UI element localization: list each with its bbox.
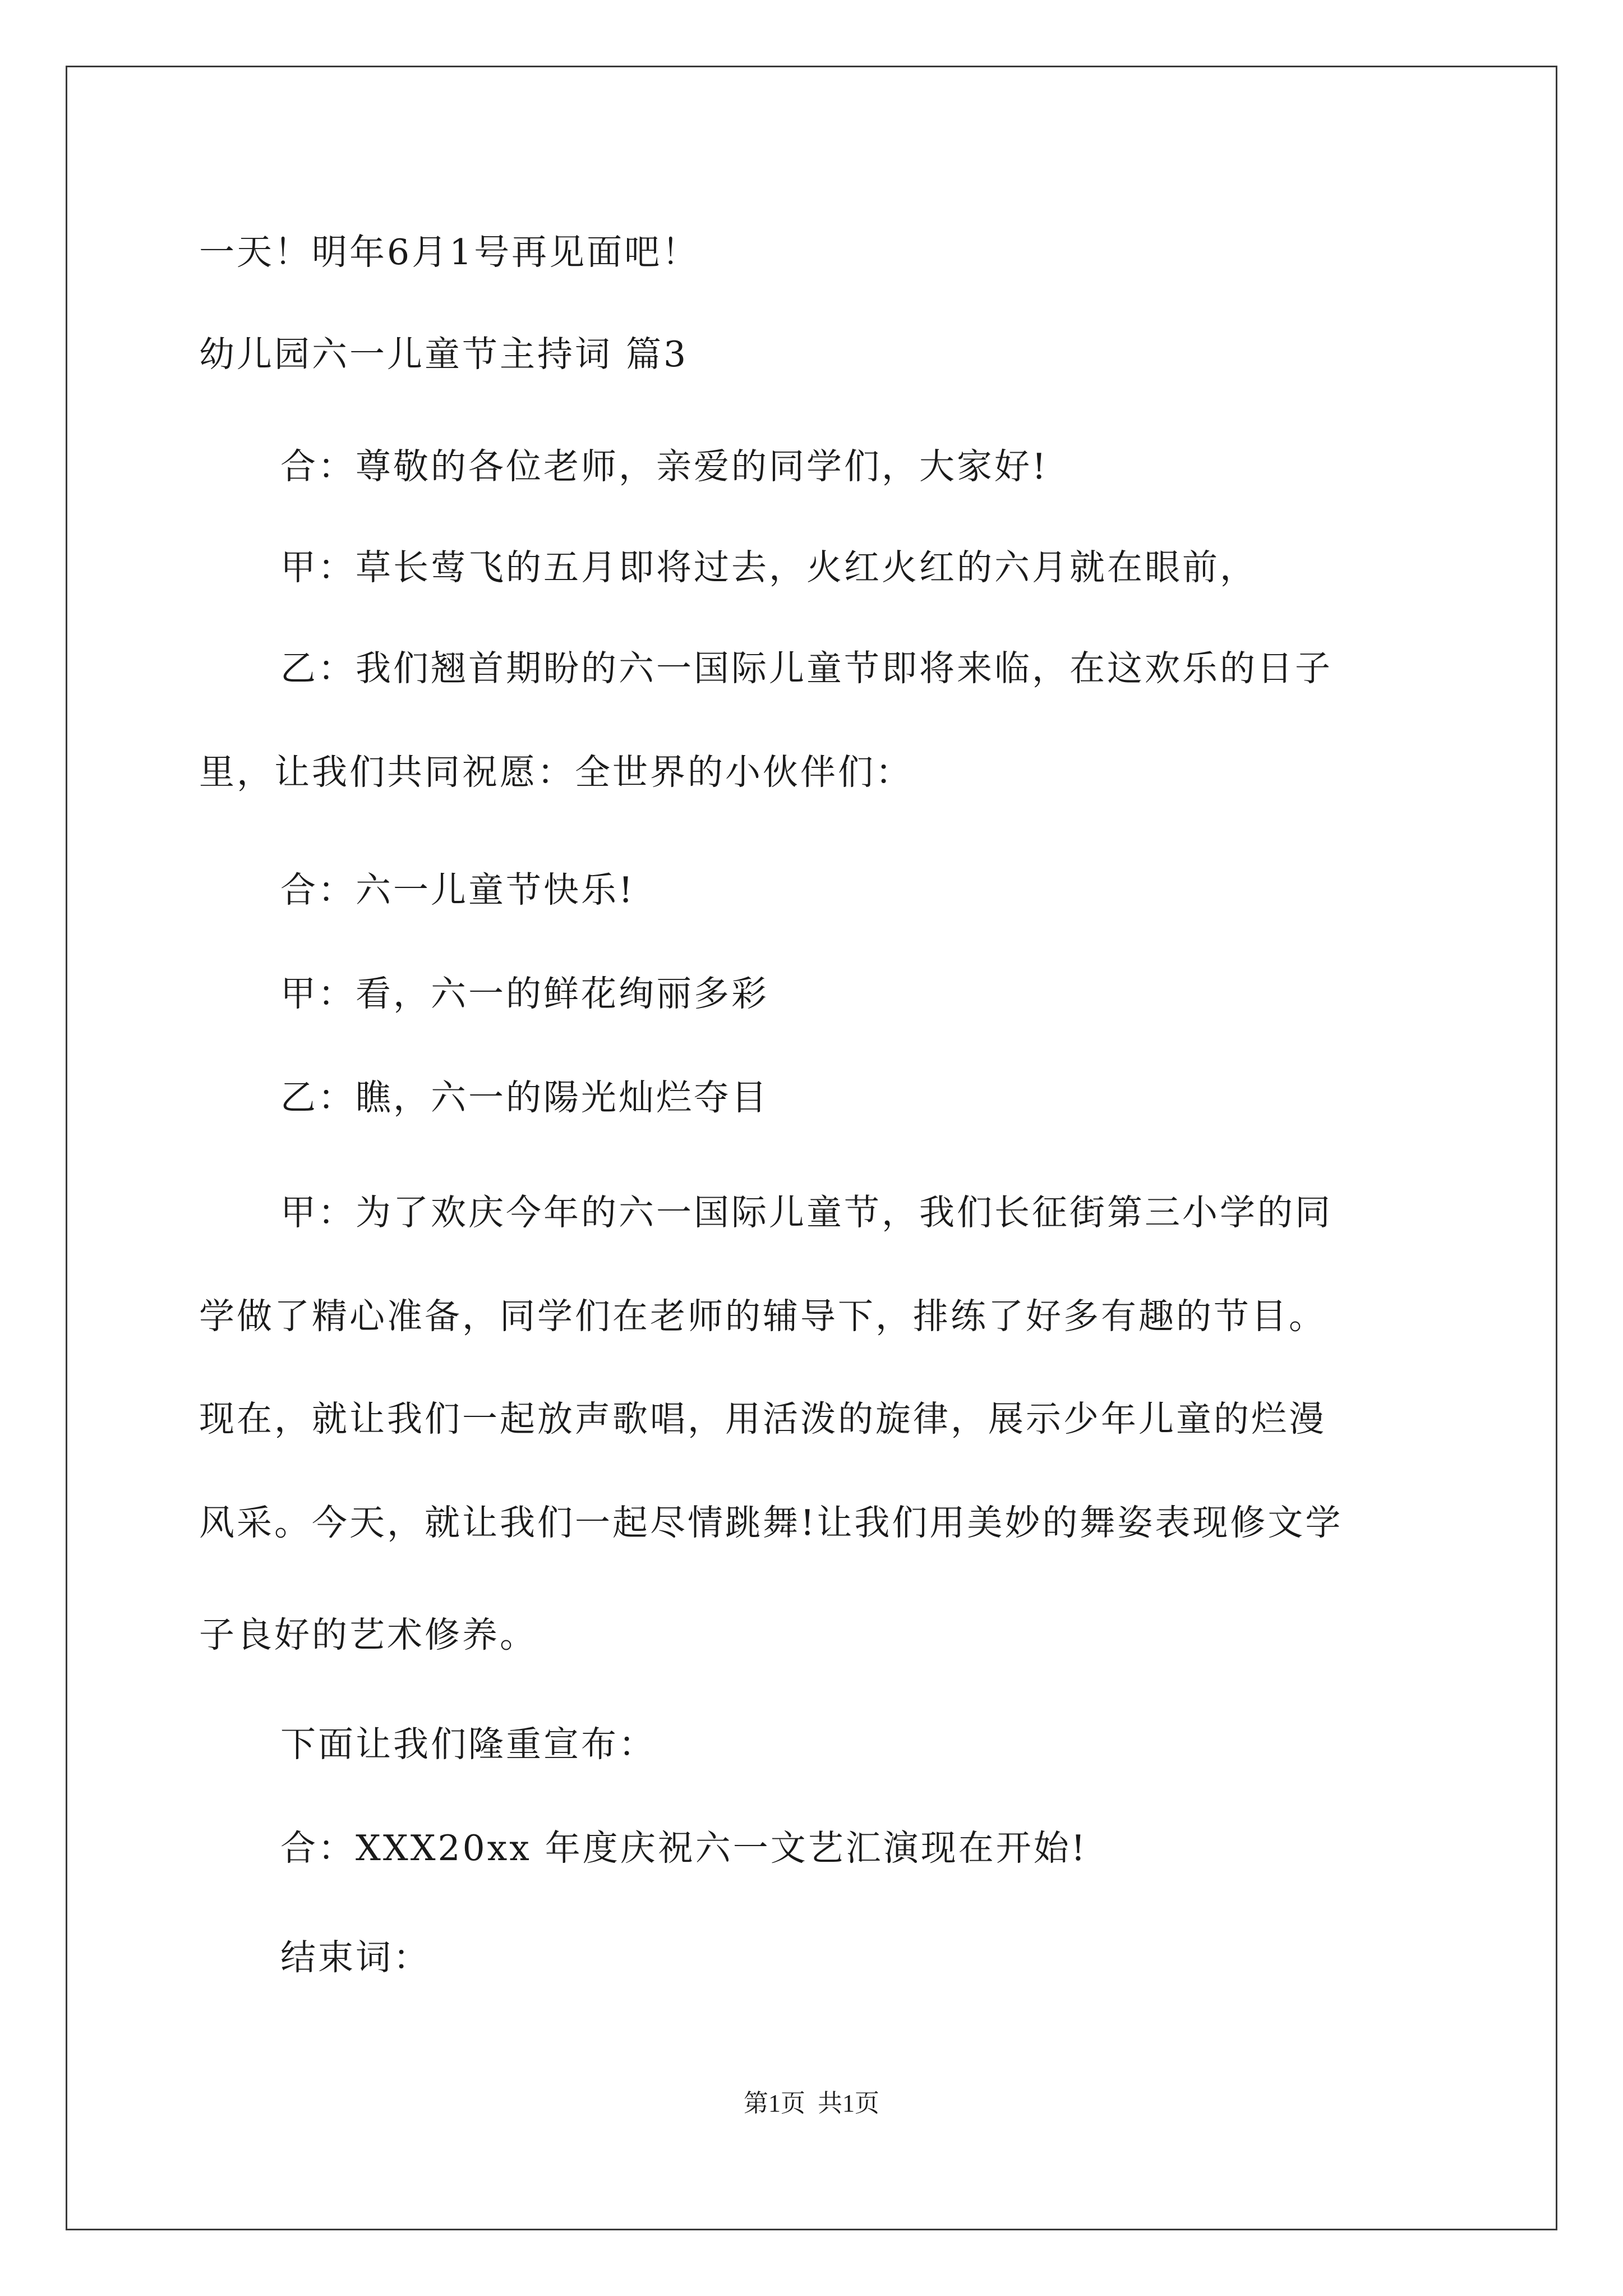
text-line: 甲：草长莺飞的五月即将过去，火红火红的六月就在眼前， bbox=[280, 547, 1257, 588]
text-line: 合：尊敬的各位老师，亲爱的同学们，大家好! bbox=[280, 446, 1049, 487]
text-line: 合：XXX20xx 年度庆祝六一文艺汇演现在开始! bbox=[280, 1828, 1088, 1869]
section-heading: 幼儿园六一儿童节主持词 篇3 bbox=[199, 334, 689, 375]
text-line: 现在，就让我们一起放声歌唱，用活泼的旋律，展示少年儿童的烂漫 bbox=[199, 1398, 1326, 1439]
text-line: 里，让我们共同祝愿：全世界的小伙伴们： bbox=[199, 752, 913, 793]
text-line: 风采。今天，就让我们一起尽情跳舞!让我们用美妙的舞姿表现修文学 bbox=[199, 1502, 1343, 1543]
text-line: 甲：看，六一的鲜花绚丽多彩 bbox=[280, 973, 769, 1014]
page-number-footer: 第1页 共1页 bbox=[744, 2090, 879, 2117]
text-line: 乙：我们翘首期盼的六一国际儿童节即将来临，在这欢乐的日子 bbox=[280, 648, 1332, 689]
text-line: 下面让我们隆重宣布： bbox=[280, 1724, 656, 1765]
page-border bbox=[66, 66, 1557, 2230]
text-line: 甲：为了欢庆今年的六一国际儿童节，我们长征街第三小学的同 bbox=[280, 1192, 1332, 1233]
text-line: 一天！明年6月1号再见面吧！ bbox=[199, 232, 700, 273]
text-line: 乙：瞧，六一的陽光灿烂夺目 bbox=[280, 1077, 769, 1118]
text-line: 结束词： bbox=[280, 1937, 431, 1978]
text-line: 合：六一儿童节快乐! bbox=[280, 869, 635, 910]
text-line: 子良好的艺术修养。 bbox=[199, 1614, 537, 1655]
text-line: 学做了精心准备，同学们在老师的辅导下，排练了好多有趣的节目。 bbox=[199, 1296, 1326, 1337]
